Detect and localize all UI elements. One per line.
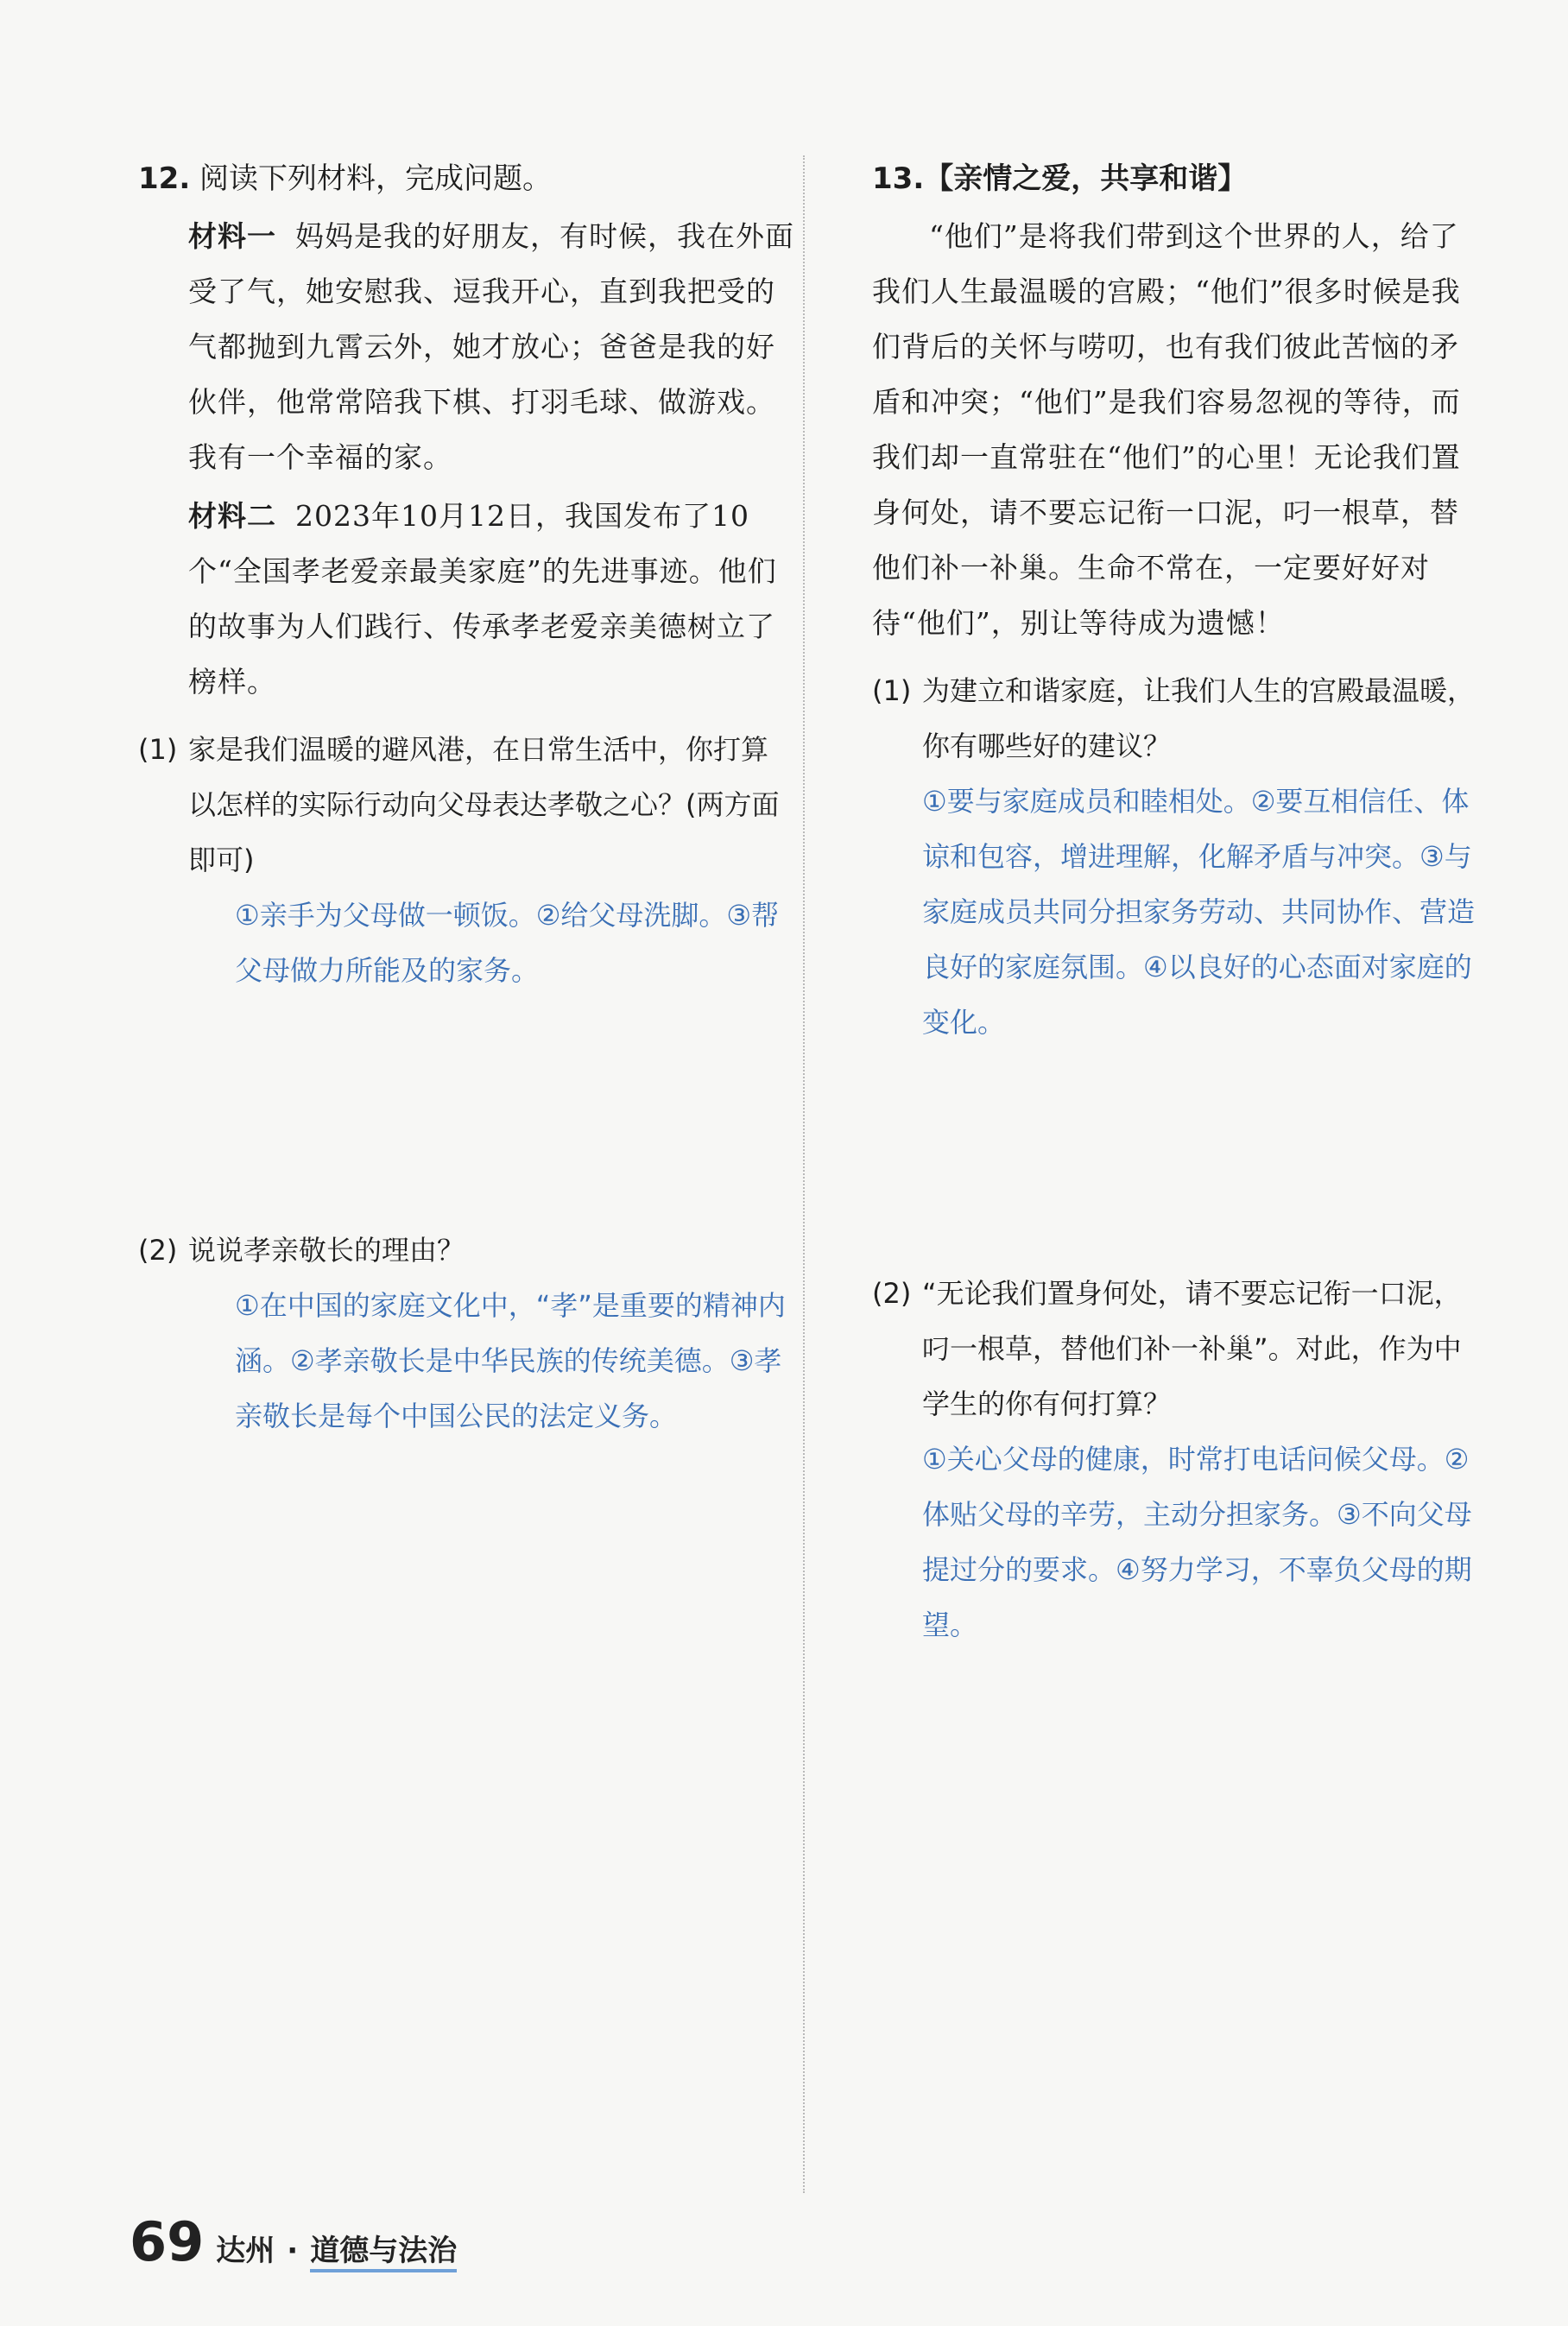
- question-13-heading: [872, 155, 1476, 202]
- question-13-part-1-text: 为建立和谐家庭，让我们人生的宫殿最温暖，你有哪些好的建议？: [922, 674, 1476, 762]
- question-13-part-2-text: “无论我们置身何处，请不要忘记衔一口泥，叼一根草，替他们补一补巢”。对此，作为中学生的你有何打算？: [922, 1277, 1462, 1420]
- material-two-text: 2023年10月12日，我国发布了10个“全国孝老爱亲最美家庭”的先进事迹。他们的故事为人们践行、传承孝老爱亲美德树立了榜样。: [188, 499, 777, 698]
- question-12-part-1: [138, 722, 794, 888]
- page-footer: [130, 2210, 457, 2273]
- answer-13-part-1: ①要与家庭成员和睦相处。②要互相信任、体谅和包容，增进理解，化解矛盾与冲突。③与家庭成员共同分担家务劳动、共同协作、营造良好的家庭氛围。④以良好的心态面对家庭的变化。: [922, 785, 1476, 1039]
- question-12-part-2-text: 说说孝亲敬长的理由？: [188, 1234, 465, 1267]
- question-12-heading: [138, 155, 794, 202]
- question-13-title: 【亲情之爱，共享和谐】: [924, 161, 1248, 196]
- answer-12-part-2: ①在中国的家庭文化中，“孝”是重要的精神内涵。②孝亲敬长是中华民族的传统美德。③孝亲敬长是每个中国公民的法定义务。: [235, 1289, 786, 1432]
- footer-region: 达州: [216, 2234, 275, 2268]
- question-13-passage: “他们”是将我们带到这个世界的人，给了我们人生最温暖的宫殿；“他们”很多时候是我们背后的关怀与唠叨，也有我们彼此苦恼的矛盾和冲突；“他们”是我们容易忽视的等待，而我们却一直常驻在“他们”的心里！无论我们置身何处，请不要忘记衔一口泥，叼一根草，替他们补一补巢。生命不常在，一定要好好对待“他们”，别让等待成为遗憾！: [872, 219, 1461, 640]
- question-12-part-1-number: (1): [138, 733, 178, 766]
- footer-separator: ·: [287, 2234, 299, 2268]
- question-12-part-1-text: 家是我们温暖的避风港，在日常生活中，你打算以怎样的实际行动向父母表达孝敬之心？(两方面即可): [188, 733, 780, 876]
- answer-13-part-2: ①关心父母的健康，时常打电话问候父母。②体贴父母的辛劳，主动分担家务。③不向父母提过分的要求。④努力学习，不辜负父母的期望。: [922, 1443, 1472, 1641]
- footer-subject: 道德与法治: [310, 2227, 457, 2272]
- question-13-part-1-number: (1): [872, 674, 912, 707]
- question-12-part-2: [138, 1223, 794, 1278]
- question-13-part-2-number: (2): [872, 1277, 912, 1310]
- material-two: [188, 489, 794, 710]
- question-12-title: 阅读下列材料，完成问题。: [199, 161, 553, 196]
- material-two-label: 材料二: [188, 499, 276, 533]
- page-number: 69: [130, 2210, 205, 2273]
- question-13-part-2: [872, 1266, 1476, 1432]
- column-divider: [803, 155, 805, 2193]
- question-12-part-2-number: (2): [138, 1234, 178, 1267]
- question-12-number: 12.: [138, 161, 191, 196]
- answer-12-part-1: ①亲手为父母做一顿饭。②给父母洗脚。③帮父母做力所能及的家务。: [235, 899, 780, 987]
- question-13-part-1: [872, 663, 1476, 774]
- material-one-label: 材料一: [188, 219, 276, 253]
- right-column: [872, 155, 1476, 1653]
- material-one: [188, 209, 794, 485]
- question-13-number: 13.: [872, 161, 925, 196]
- material-one-text: 妈妈是我的好朋友，有时候，我在外面受了气，她安慰我、逗我开心，直到我把受的气都抛到九霄云外，她才放心；爸爸是我的好伙伴，他常常陪我下棋、打羽毛球、做游戏。我有一个幸福的家。: [188, 219, 794, 474]
- left-column: [138, 155, 794, 1444]
